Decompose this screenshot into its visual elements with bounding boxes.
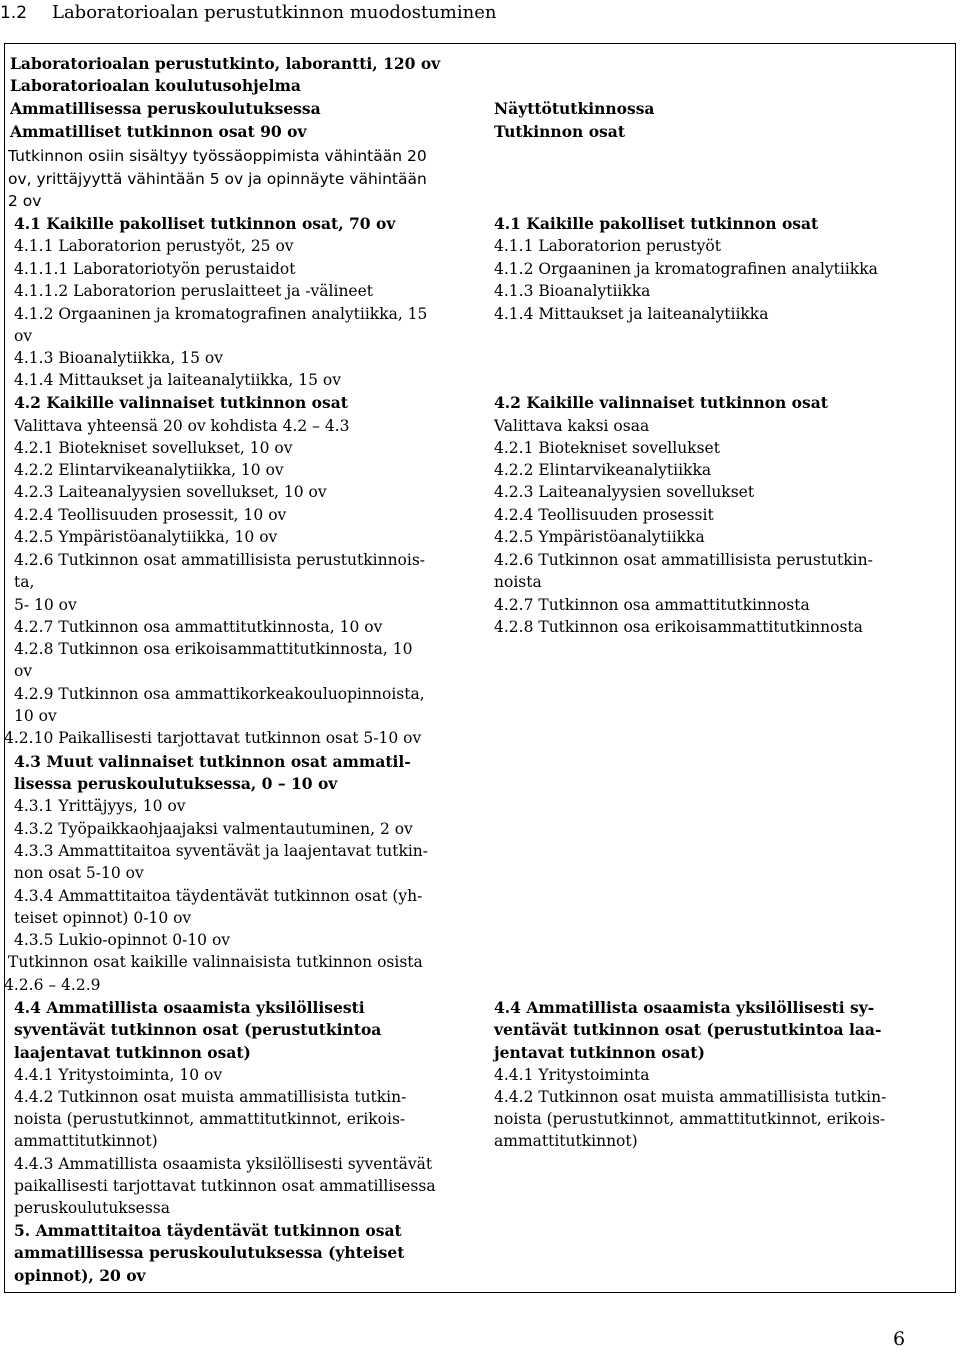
right-col-line: 4.2.4 Teollisuuden prosessit (494, 506, 714, 524)
note-line: ov, yrittäjyyttä vähintään 5 ov ja opinnäyte vähintään (8, 170, 427, 188)
left-col-line: 4.4.3 Ammatillista osaamista yksilöllisesti syventävät (14, 1155, 433, 1173)
left-col-line: 4.2.3 Laiteanalyysien sovellukset, 10 ov (14, 483, 327, 501)
left-col-line: ov (14, 662, 33, 680)
left-col-line: Tutkinnon osat kaikille valinnaisista tutkinnon osista (8, 953, 423, 971)
section-heading (0, 2, 496, 23)
left-col-line: 4.1.1.1 Laboratoriotyön perustaidot (14, 260, 296, 278)
right-col-line: 4.2.8 Tutkinnon osa erikoisammattitutkinnosta (494, 618, 863, 636)
left-col-line: laajentavat tutkinnon osat) (14, 1043, 251, 1062)
section-number: 1.2 (0, 3, 28, 23)
left-col-line: 4.2.4 Teollisuuden prosessit, 10 ov (14, 506, 287, 524)
right-col-line: ventävät tutkinnon osat (perustutkintoa laa- (494, 1020, 882, 1039)
left-col-line: 4.2.7 Tutkinnon osa ammattitutkinnosta, 10 ov (14, 618, 383, 636)
right-col-line: 4.1.3 Bioanalytiikka (494, 282, 651, 300)
left-col-line: Valittava yhteensä 20 ov kohdista 4.2 – 4.3 (14, 417, 350, 435)
right-col-line: 4.2.1 Biotekniset sovellukset (494, 439, 720, 457)
left-col-line: 10 ov (14, 707, 57, 725)
left-col-line: 4.2.9 Tutkinnon osa ammattikorkeakouluopinnoista, (14, 685, 425, 703)
left-col-line: 4.3.1 Yrittäjyys, 10 ov (14, 797, 186, 815)
left-col-line: 4.3.3 Ammattitaitoa syventävät ja laajentavat tutkin- (14, 842, 429, 860)
left-col-line: 4.1 Kaikille pakolliset tutkinnon osat, 70 ov (14, 214, 396, 233)
left-col-line: teiset opinnot) 0-10 ov (14, 909, 192, 927)
left-col-line: 4.1.3 Bioanalytiikka, 15 ov (14, 349, 223, 367)
right-col-line: ammattitutkinnot) (494, 1132, 638, 1150)
left-col-line: 4.3 Muut valinnaiset tutkinnon osat ammatil- (14, 752, 411, 771)
left-col-line: 4.4.1 Yritystoiminta, 10 ov (14, 1066, 223, 1084)
left-col-line: paikallisesti tarjottavat tutkinnon osat ammatillisessa (14, 1177, 436, 1195)
right-col-line: 4.2.7 Tutkinnon osa ammattitutkinnosta (494, 596, 810, 614)
left-col-line: syventävät tutkinnon osat (perustutkintoa (14, 1020, 382, 1039)
left-col-line: 4.2.6 – 4.2.9 (4, 976, 101, 994)
right-col-line: 4.4 Ammatillista osaamista yksilöllisesti sy- (494, 998, 875, 1017)
right-col-line: jentavat tutkinnon osat) (494, 1043, 705, 1062)
right-col-line: noista (494, 573, 542, 591)
right-column-heading: Näyttötutkinnossa (494, 99, 655, 118)
degree-title: Laboratorioalan perustutkinto, laborantti, 120 ov (10, 54, 441, 73)
left-col-line: ammatillisessa peruskoulutuksessa (yhteiset (14, 1243, 405, 1262)
page-number: 6 (893, 1328, 906, 1350)
right-col-line: 4.1.4 Mittaukset ja laiteanalytiikka (494, 305, 769, 323)
left-col-line: 4.3.4 Ammattitaitoa täydentävät tutkinnon osat (yh- (14, 887, 423, 905)
left-col-line: ammattitutkinnot) (14, 1132, 158, 1150)
left-col-line: peruskoulutuksessa (14, 1199, 170, 1217)
right-col-line: noista (perustutkinnot, ammattitutkinnot, erikois- (494, 1110, 886, 1128)
left-col-line: 4.1.1.2 Laboratorion peruslaitteet ja -välineet (14, 282, 373, 300)
left-col-line: 4.2.10 Paikallisesti tarjottavat tutkinnon osat 5-10 ov (4, 729, 422, 747)
right-col-line: 4.1.1 Laboratorion perustyöt (494, 237, 721, 255)
right-col-line: 4.4.1 Yritystoiminta (494, 1066, 650, 1084)
left-col-line: 4.3.5 Lukio-opinnot 0-10 ov (14, 931, 231, 949)
left-col-line: 4.2.1 Biotekniset sovellukset, 10 ov (14, 439, 293, 457)
left-col-line: non osat 5-10 ov (14, 864, 144, 882)
left-col-line: 4.2.5 Ympäristöanalytiikka, 10 ov (14, 528, 278, 546)
left-col-line: 5. Ammattitaitoa täydentävät tutkinnon osat (14, 1221, 402, 1240)
left-col-line: 4.3.2 Työpaikkaohjaajaksi valmentautuminen, 2 ov (14, 820, 413, 838)
left-col-line: 4.1.2 Orgaaninen ja kromatografinen analytiikka, 15 (14, 305, 428, 323)
right-col-line: 4.1.2 Orgaaninen ja kromatografinen analytiikka (494, 260, 878, 278)
right-col-line: 4.2.6 Tutkinnon osat ammatillisista perustutkin- (494, 551, 873, 569)
left-col-line: 4.2.8 Tutkinnon osa erikoisammattitutkinnosta, 10 (14, 640, 413, 658)
left-col-line: 4.4 Ammatillista osaamista yksilöllisesti (14, 998, 365, 1017)
program-title: Laboratorioalan koulutusohjelma (10, 76, 301, 95)
right-col-line: 4.2.3 Laiteanalyysien sovellukset (494, 483, 755, 501)
left-col-line: 4.1.4 Mittaukset ja laiteanalytiikka, 15 ov (14, 371, 342, 389)
left-column-subheading: Ammatilliset tutkinnon osat 90 ov (10, 122, 307, 141)
right-col-line: 4.2.2 Elintarvikeanalytiikka (494, 461, 712, 479)
left-col-line: 4.2.6 Tutkinnon osat ammatillisista perustutkinnois- (14, 551, 426, 569)
section-title: Laboratorioalan perustutkinnon muodostuminen (52, 2, 497, 23)
right-col-line: 4.2 Kaikille valinnaiset tutkinnon osat (494, 393, 828, 412)
left-column-heading: Ammatillisessa peruskoulutuksessa (10, 99, 321, 118)
left-col-line: noista (perustutkinnot, ammattitutkinnot, erikois- (14, 1110, 406, 1128)
left-col-line: 4.2 Kaikille valinnaiset tutkinnon osat (14, 393, 348, 412)
left-col-line: ta, (14, 573, 35, 591)
left-col-line: 4.2.2 Elintarvikeanalytiikka, 10 ov (14, 461, 284, 479)
left-col-line: ov (14, 327, 33, 345)
left-col-line: lisessa peruskoulutuksessa, 0 – 10 ov (14, 774, 338, 793)
note-line: 2 ov (8, 192, 42, 210)
right-col-line: Valittava kaksi osaa (494, 417, 650, 435)
right-col-line: 4.2.5 Ympäristöanalytiikka (494, 528, 705, 546)
note-line: Tutkinnon osiin sisältyy työssäoppimista vähintään 20 (8, 147, 427, 165)
left-col-line: 4.4.2 Tutkinnon osat muista ammatillisista tutkin- (14, 1088, 407, 1106)
right-col-line: 4.1 Kaikille pakolliset tutkinnon osat (494, 214, 819, 233)
right-col-line: 4.4.2 Tutkinnon osat muista ammatillisista tutkin- (494, 1088, 887, 1106)
right-column-subheading: Tutkinnon osat (494, 122, 625, 141)
left-col-line: 5- 10 ov (14, 596, 77, 614)
left-col-line: opinnot), 20 ov (14, 1266, 146, 1285)
left-col-line: 4.1.1 Laboratorion perustyöt, 25 ov (14, 237, 294, 255)
